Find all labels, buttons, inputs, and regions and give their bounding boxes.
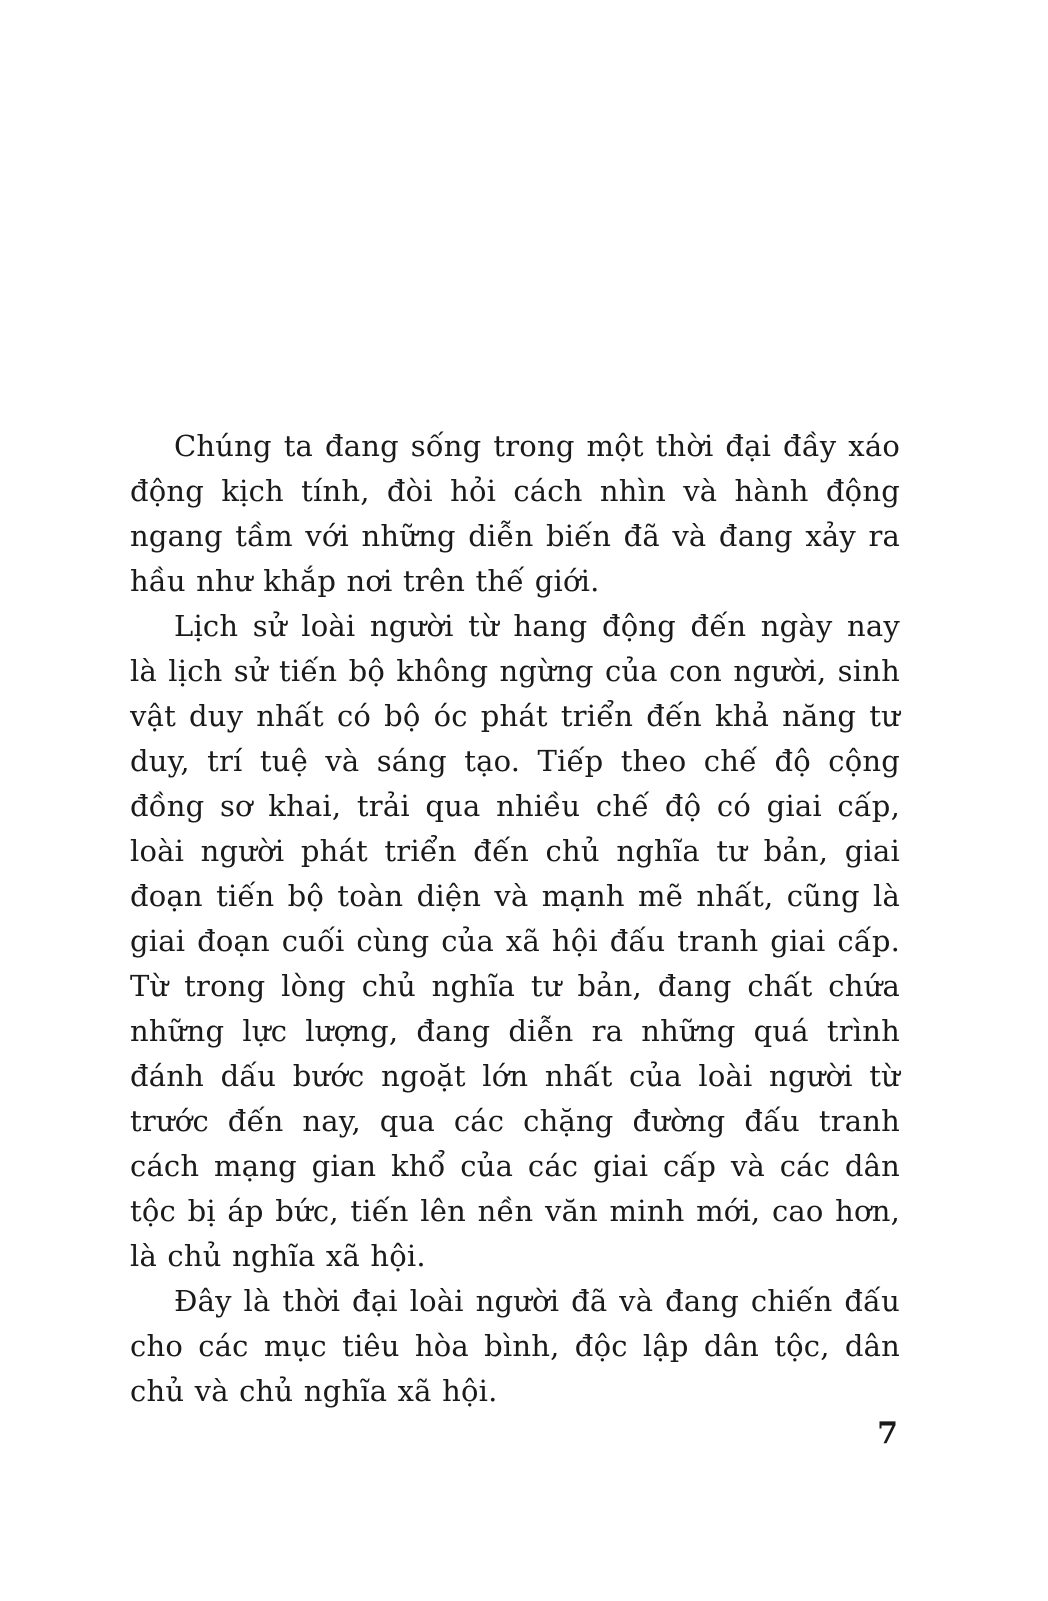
- paragraph-2: Lịch sử loài người từ hang động đến ngày nay là lịch sử tiến bộ không ngừng của con người, sinh vật duy nhất có bộ óc phát triển đến khả năng tư duy, trí tuệ và sáng tạo. Tiếp theo chế độ cộng đồng sơ khai, trải qua nhiều chế độ có giai cấp, loài người phát triển đến chủ nghĩa tư bản, giai đoạn tiến bộ toàn diện và mạnh mẽ nhất, cũng là giai đoạn cuối cùng của xã hội đấu tranh giai cấp. Từ trong lòng chủ nghĩa tư bản, đang chất chứa những lực lượng, đang diễn ra những quá trình đánh dấu bước ngoặt lớn nhất của loài người từ trước đến nay, qua các chặng đường đấu tranh cách mạng gian khổ của các giai cấp và các dân tộc bị áp bức, tiến lên nền văn minh mới, cao hơn, là chủ nghĩa xã hội.: [130, 609, 900, 1273]
- paragraph-3: Đây là thời đại loài người đã và đang chiến đấu cho các mục tiêu hòa bình, độc lập dân tộc, dân chủ và chủ nghĩa xã hội.: [130, 1284, 900, 1408]
- paragraph-1: Chúng ta đang sống trong một thời đại đầy xáo động kịch tính, đòi hỏi cách nhìn và hành động ngang tầm với những diễn biến đã và đang xảy ra hầu như khắp nơi trên thế giới.: [130, 429, 900, 598]
- body-text: [130, 424, 900, 1414]
- page-number: 7: [877, 1416, 898, 1451]
